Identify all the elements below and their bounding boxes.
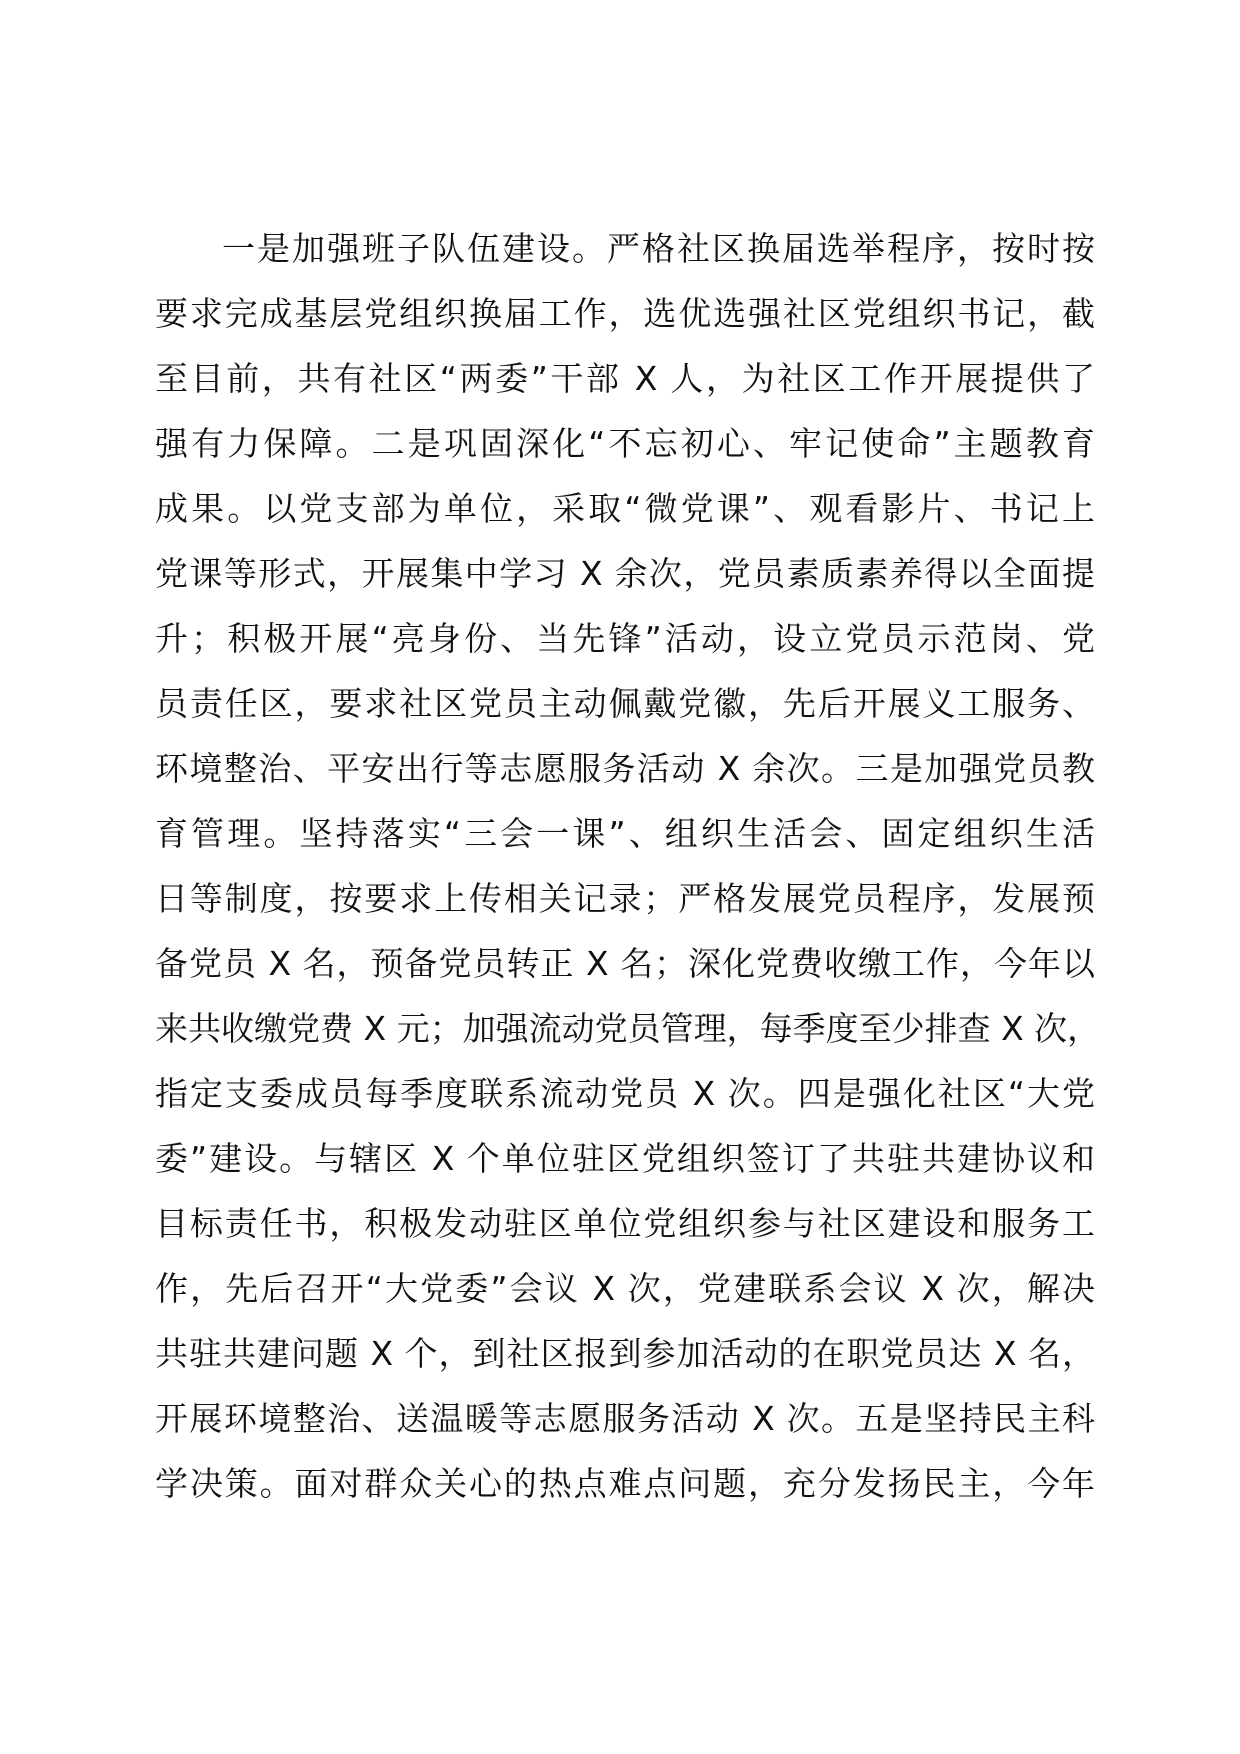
text-line: 成果。以党支部为单位，采取“微党课”、观看影片、书记上 xyxy=(155,489,1095,528)
text-line: 备党员 X 名，预备党员转正 X 名；深化党费收缴工作，今年以 xyxy=(155,944,1095,983)
body-paragraph xyxy=(155,216,1101,1516)
text-line: 日等制度，按要求上传相关记录；严格发展党员程序，发展预 xyxy=(155,879,1095,918)
text-line: 共驻共建问题 X 个，到社区报到参加活动的在职党员达 X 名， xyxy=(155,1334,1095,1373)
text-line: 来共收缴党费 X 元；加强流动党员管理，每季度至少排查 X 次， xyxy=(155,1009,1101,1048)
text-line: 至目前，共有社区“两委”干部 X 人，为社区工作开展提供了 xyxy=(155,359,1095,398)
text-line: 环境整治、平安出行等志愿服务活动 X 余次。三是加强党员教 xyxy=(155,749,1095,788)
text-line: 要求完成基层党组织换届工作，选优选强社区党组织书记，截 xyxy=(155,294,1095,333)
text-line: 员责任区，要求社区党员主动佩戴党徽，先后开展义工服务、 xyxy=(155,684,1095,723)
text-line: 强有力保障。二是巩固深化“不忘初心、牢记使命”主题教育 xyxy=(155,424,1095,463)
text-line: 育管理。坚持落实“三会一课”、组织生活会、固定组织生活 xyxy=(155,814,1095,853)
text-line: 升；积极开展“亮身份、当先锋”活动，设立党员示范岗、党 xyxy=(155,619,1095,658)
text-line: 一是加强班子队伍建设。严格社区换届选举程序，按时按 xyxy=(222,229,1095,268)
text-line: 党课等形式，开展集中学习 X 余次，党员素质素养得以全面提 xyxy=(155,554,1095,593)
text-line: 指定支委成员每季度联系流动党员 X 次。四是强化社区“大党 xyxy=(155,1074,1095,1113)
text-line: 目标责任书，积极发动驻区单位党组织参与社区建设和服务工 xyxy=(155,1204,1095,1243)
text-line: 学决策。面对群众关心的热点难点问题，充分发扬民主，今年 xyxy=(155,1464,1095,1503)
text-line: 委”建设。与辖区 X 个单位驻区党组织签订了共驻共建协议和 xyxy=(155,1139,1095,1178)
text-line: 开展环境整治、送温暖等志愿服务活动 X 次。五是坚持民主科 xyxy=(155,1399,1095,1438)
text-line: 作，先后召开“大党委”会议 X 次，党建联系会议 X 次，解决 xyxy=(155,1269,1095,1308)
